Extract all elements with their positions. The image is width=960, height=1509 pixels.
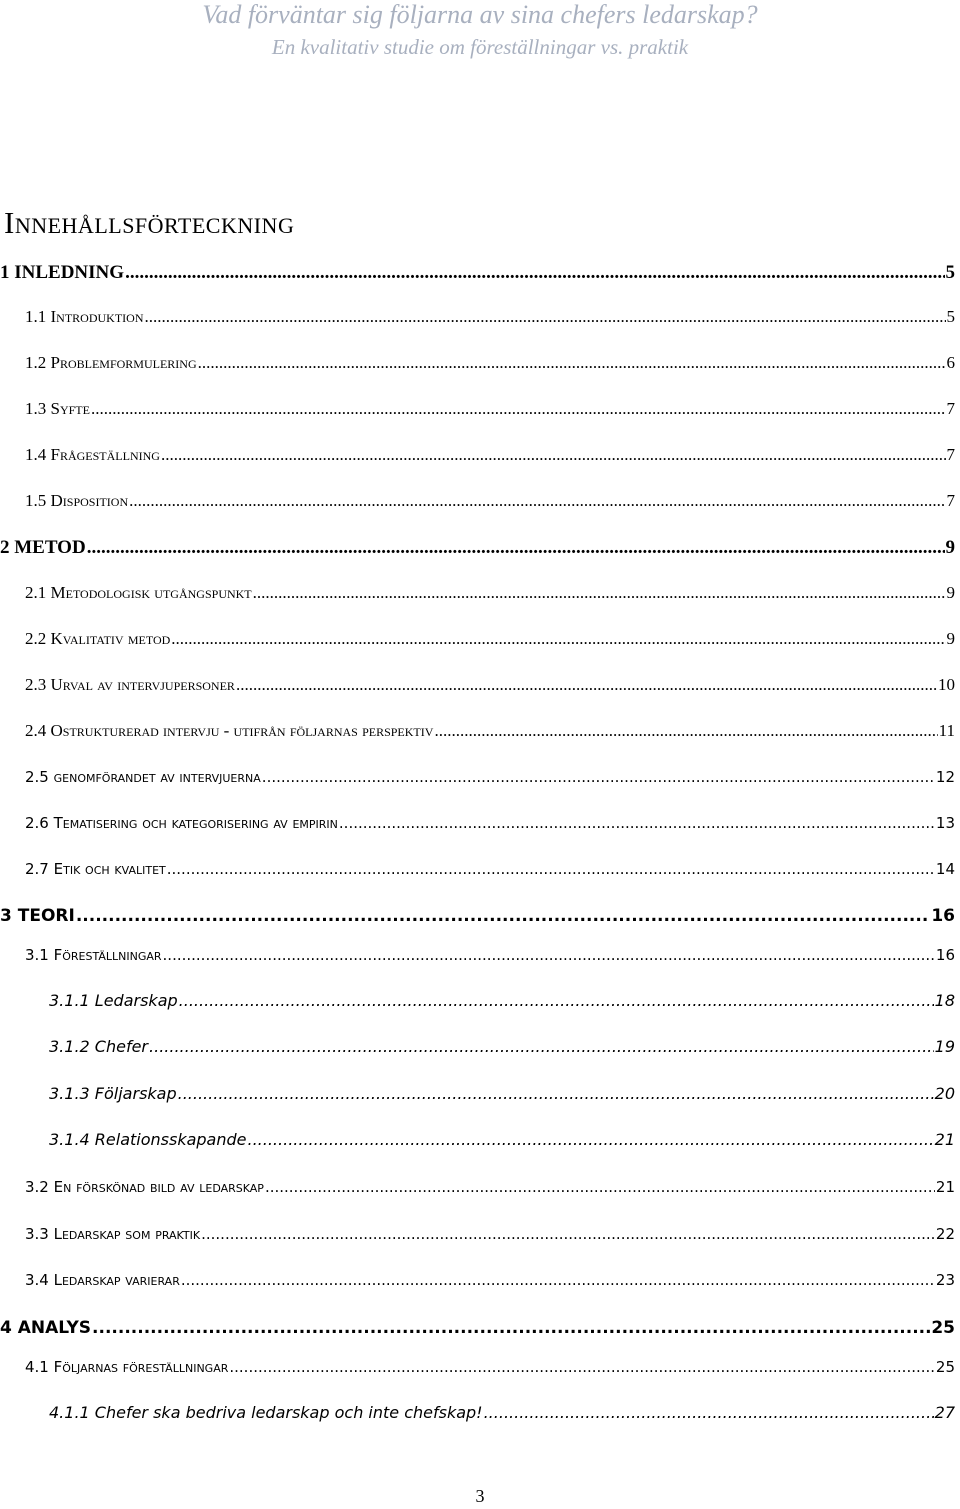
- dot-leader: [149, 1037, 934, 1056]
- toc-entry-page: 9: [946, 583, 955, 602]
- dot-leader: [262, 768, 935, 786]
- toc-entry-label: 1.1 Introduktion: [25, 307, 144, 326]
- dot-leader: [484, 1403, 934, 1422]
- dot-leader: [87, 537, 945, 559]
- toc-entry-section[interactable]: [25, 353, 955, 373]
- toc-entry-page: 11: [938, 721, 955, 740]
- toc-entry-page: 13: [935, 814, 955, 832]
- toc-heading: Innehållsförteckning: [4, 205, 295, 240]
- dot-leader: [171, 629, 945, 649]
- toc-entry-section[interactable]: [25, 721, 955, 741]
- dot-leader: [167, 860, 935, 878]
- toc-entry-subsection[interactable]: [49, 1403, 955, 1422]
- toc-entry-page: 7: [946, 491, 955, 510]
- toc-entry-chapter[interactable]: [0, 537, 955, 559]
- toc-entry-subsection[interactable]: [49, 1037, 955, 1056]
- dot-leader: [92, 1318, 930, 1338]
- dot-leader: [179, 991, 934, 1010]
- toc-entry-label: 4 ANALYS: [0, 1318, 92, 1338]
- toc-entry-label: 4.1 Följarnas föreställningar: [25, 1358, 229, 1376]
- dot-leader: [163, 946, 935, 964]
- toc-entry-page: 23: [935, 1271, 955, 1289]
- toc-entry-section[interactable]: [25, 307, 955, 327]
- dot-leader: [129, 491, 945, 511]
- toc-entry-page: 21: [934, 1130, 955, 1149]
- toc-entry-section[interactable]: [25, 1271, 955, 1289]
- toc-entry-section[interactable]: [25, 675, 955, 695]
- toc-entry-page: 10: [938, 675, 955, 694]
- toc-entry-chapter[interactable]: [0, 906, 955, 926]
- toc-entry-label: 4.1.1 Chefer ska bedriva ledarskap och inte chefskap!: [49, 1403, 483, 1422]
- dot-leader: [253, 583, 946, 603]
- toc-entry-label: 3.2 En förskönad bild av ledarskap: [25, 1178, 264, 1196]
- toc-entry-section[interactable]: [25, 399, 955, 419]
- dot-leader: [236, 675, 937, 695]
- toc-entry-label: 2.7 Etik och kvalitet: [25, 860, 166, 878]
- dot-leader: [229, 1358, 935, 1376]
- dot-leader: [178, 1084, 934, 1103]
- toc-entry-label: 3.3 Ledarskap som praktik: [25, 1225, 201, 1243]
- dot-leader: [181, 1271, 935, 1289]
- dot-leader: [339, 814, 935, 832]
- toc-entry-label: 3.1.2 Chefer: [49, 1037, 149, 1056]
- toc-entry-label: 3 TEORI: [0, 906, 75, 926]
- header-subtitle: En kvalitativ studie om föreställningar vs. praktik: [271, 35, 689, 59]
- toc-entry-page: 9: [945, 537, 955, 558]
- toc-entry-page: 20: [934, 1084, 955, 1103]
- toc-entry-section[interactable]: [25, 946, 955, 964]
- toc-entry-subsection[interactable]: [49, 1130, 955, 1149]
- toc-entry-page: 25: [935, 1358, 955, 1376]
- toc-entry-section[interactable]: [25, 583, 955, 603]
- toc-entry-section[interactable]: [25, 1225, 955, 1243]
- toc-entry-label: 2.6 Tematisering och kategorisering av empirin: [25, 814, 338, 832]
- dot-leader: [76, 906, 931, 926]
- dot-leader: [198, 353, 946, 373]
- toc-entry-label: 3.4 Ledarskap varierar: [25, 1271, 180, 1289]
- toc-entry-subsection[interactable]: [49, 1084, 955, 1103]
- toc-entry-page: 7: [946, 399, 955, 418]
- toc-entry-label: 3.1 Föreställningar: [25, 946, 162, 964]
- toc-entry-label: 1 INLEDNING: [0, 262, 125, 283]
- toc-entry-page: 16: [935, 946, 955, 964]
- toc-entry-section[interactable]: [25, 1358, 955, 1376]
- dot-leader: [265, 1178, 935, 1196]
- toc-entry-page: 7: [946, 445, 955, 464]
- header-title: Vad förväntar sig följarna av sina chefers ledarskap?: [202, 0, 758, 29]
- toc-entry-label: 3.1.1 Ledarskap: [49, 991, 178, 1010]
- dot-leader: [144, 307, 945, 327]
- page-number: 3: [475, 1486, 485, 1506]
- toc-entry-label: 2 METOD: [0, 537, 86, 558]
- toc-entry-page: 6: [946, 353, 955, 372]
- toc-entry-page: 5: [945, 262, 955, 283]
- toc-entry-page: 27: [934, 1403, 955, 1422]
- toc-entry-section[interactable]: [25, 860, 955, 878]
- toc-entry-section[interactable]: [25, 1178, 955, 1196]
- toc-entry-section[interactable]: [25, 814, 955, 832]
- toc-entry-label: 2.4 Ostrukturerad intervju - utifrån följarnas perspektiv: [25, 721, 434, 740]
- dot-leader: [91, 399, 946, 419]
- toc-entry-subsection[interactable]: [49, 991, 955, 1010]
- toc-entry-page: 25: [931, 1318, 955, 1338]
- toc-entry-label: 3.1.3 Följarskap: [49, 1084, 177, 1103]
- toc-entry-page: 21: [935, 1178, 955, 1196]
- toc-entry-label: 1.2 Problemformulering: [25, 353, 197, 372]
- toc-entry-chapter[interactable]: [0, 1318, 955, 1338]
- toc-entry-label: 1.5 Disposition: [25, 491, 129, 510]
- toc-entry-label: 2.3 Urval av intervjupersoner: [25, 675, 235, 694]
- dot-leader: [201, 1225, 935, 1243]
- dot-leader: [161, 445, 946, 465]
- toc-entry-label: 2.1 Metodologisk utgångspunkt: [25, 583, 252, 602]
- toc-entry-section[interactable]: [25, 491, 955, 511]
- toc-entry-page: 19: [934, 1037, 955, 1056]
- toc-entry-page: 12: [935, 768, 955, 786]
- toc-entry-chapter[interactable]: [0, 262, 955, 284]
- toc-entry-page: 14: [935, 860, 955, 878]
- toc-entry-page: 22: [935, 1225, 955, 1243]
- toc-entry-label: 2.2 Kvalitativ metod: [25, 629, 171, 648]
- toc-entry-section[interactable]: [25, 629, 955, 649]
- toc-entry-label: 2.5 genomförandet av intervjuerna: [25, 768, 261, 786]
- toc-entry-page: 9: [946, 629, 955, 648]
- toc-entry-label: 3.1.4 Relationsskapande: [49, 1130, 247, 1149]
- toc-entry-label: 1.3 Syfte: [25, 399, 90, 418]
- dot-leader: [434, 721, 937, 741]
- toc-entry-section[interactable]: [25, 768, 955, 786]
- toc-entry-label: 1.4 Frågeställning: [25, 445, 160, 464]
- toc-entry-page: 16: [931, 906, 955, 926]
- dot-leader: [125, 262, 944, 284]
- dot-leader: [248, 1130, 934, 1149]
- toc-entry-section[interactable]: [25, 445, 955, 465]
- toc-entry-page: 18: [934, 991, 955, 1010]
- toc-entry-page: 5: [946, 307, 955, 326]
